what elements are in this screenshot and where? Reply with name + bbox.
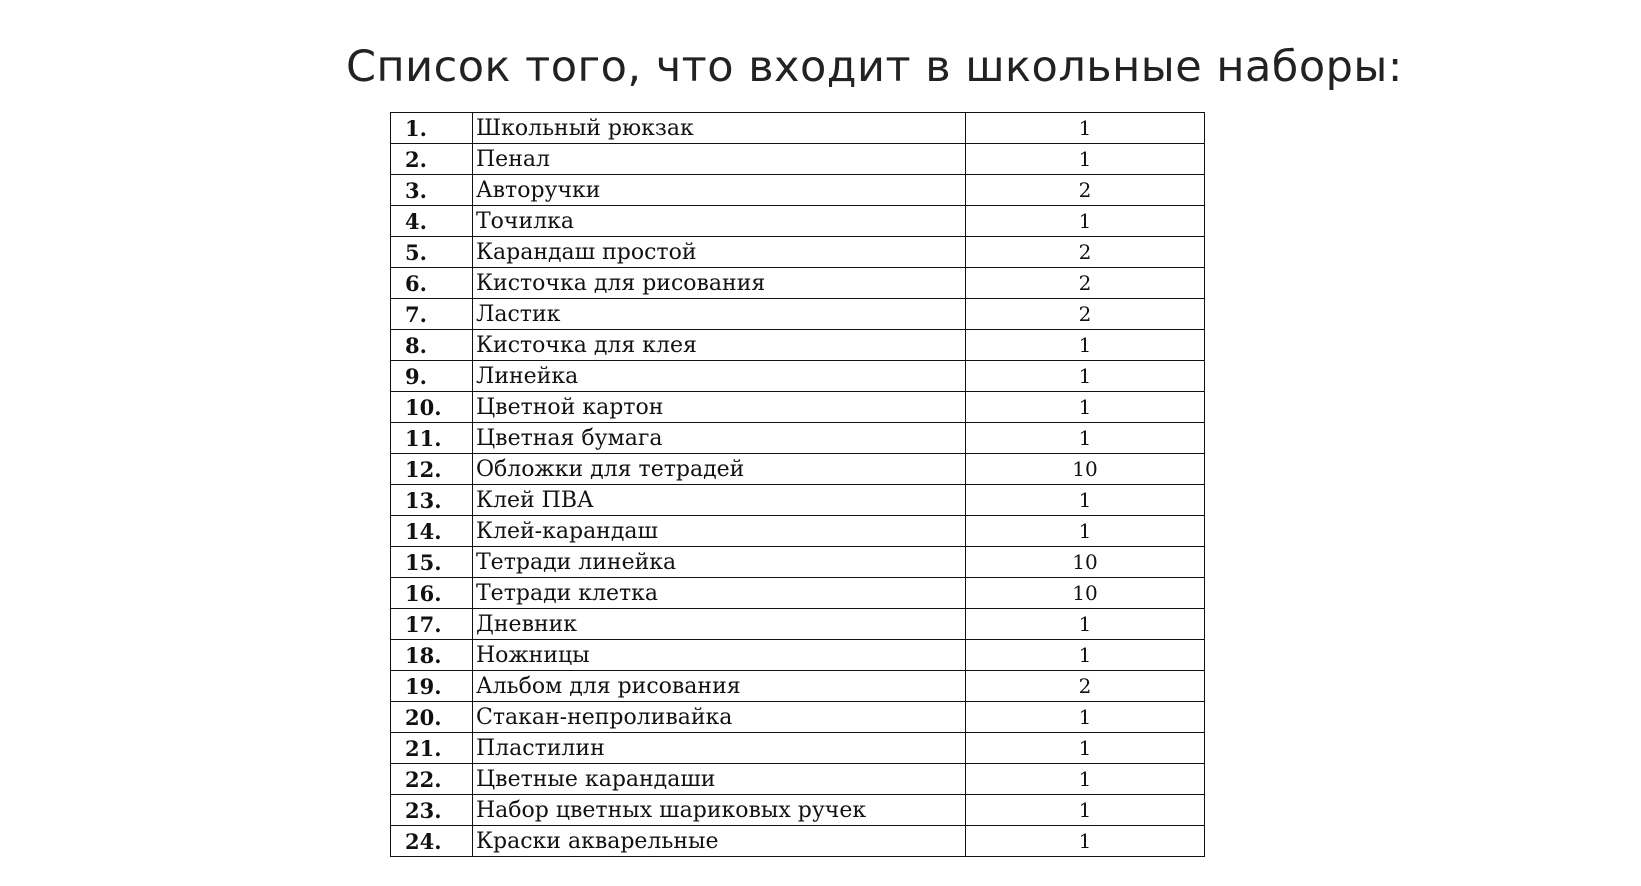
table-row: [391, 206, 1205, 237]
table-row: [391, 702, 1205, 733]
table-row: [391, 733, 1205, 764]
table-row: [391, 516, 1205, 547]
item-name: Обложки для тетрадей: [473, 454, 966, 485]
item-name: Кисточка для клея: [473, 330, 966, 361]
item-quantity: 1: [966, 764, 1205, 795]
table-row: [391, 671, 1205, 702]
row-number: 16.: [391, 578, 473, 609]
item-name: Клей-карандаш: [473, 516, 966, 547]
table-row: [391, 795, 1205, 826]
item-quantity: 1: [966, 392, 1205, 423]
row-number: 5.: [391, 237, 473, 268]
item-name: Пластилин: [473, 733, 966, 764]
item-name: Ластик: [473, 299, 966, 330]
row-number: 6.: [391, 268, 473, 299]
item-quantity: 2: [966, 175, 1205, 206]
item-name: Кисточка для рисования: [473, 268, 966, 299]
table-row: [391, 237, 1205, 268]
item-quantity: 1: [966, 609, 1205, 640]
item-quantity: 1: [966, 206, 1205, 237]
item-name: Авторучки: [473, 175, 966, 206]
supplies-table: [390, 112, 1205, 857]
row-number: 12.: [391, 454, 473, 485]
item-quantity: 1: [966, 733, 1205, 764]
item-quantity: 10: [966, 547, 1205, 578]
item-quantity: 1: [966, 330, 1205, 361]
row-number: 18.: [391, 640, 473, 671]
row-number: 19.: [391, 671, 473, 702]
item-quantity: 2: [966, 299, 1205, 330]
item-quantity: 10: [966, 578, 1205, 609]
item-name: Ножницы: [473, 640, 966, 671]
item-name: Тетради линейка: [473, 547, 966, 578]
table-row: [391, 826, 1205, 857]
item-quantity: 1: [966, 144, 1205, 175]
row-number: 17.: [391, 609, 473, 640]
table-row: [391, 361, 1205, 392]
item-quantity: 1: [966, 640, 1205, 671]
row-number: 10.: [391, 392, 473, 423]
item-quantity: 2: [966, 268, 1205, 299]
table-row: [391, 268, 1205, 299]
row-number: 23.: [391, 795, 473, 826]
row-number: 1.: [391, 113, 473, 144]
item-quantity: 1: [966, 795, 1205, 826]
item-quantity: 1: [966, 423, 1205, 454]
table-row: [391, 764, 1205, 795]
table-row: [391, 144, 1205, 175]
row-number: 13.: [391, 485, 473, 516]
item-name: Альбом для рисования: [473, 671, 966, 702]
item-name: Цветная бумага: [473, 423, 966, 454]
table-row: [391, 485, 1205, 516]
supplies-table-body: [391, 113, 1205, 857]
row-number: 21.: [391, 733, 473, 764]
item-quantity: 1: [966, 516, 1205, 547]
item-quantity: 2: [966, 671, 1205, 702]
table-row: [391, 547, 1205, 578]
table-row: [391, 175, 1205, 206]
table-row: [391, 113, 1205, 144]
table-row: [391, 640, 1205, 671]
page-title: Список того, что входит в школьные наборы:: [346, 42, 1403, 92]
row-number: 8.: [391, 330, 473, 361]
item-quantity: 1: [966, 485, 1205, 516]
row-number: 24.: [391, 826, 473, 857]
item-name: Цветные карандаши: [473, 764, 966, 795]
table-row: [391, 392, 1205, 423]
row-number: 2.: [391, 144, 473, 175]
item-quantity: 1: [966, 361, 1205, 392]
item-quantity: 1: [966, 826, 1205, 857]
item-name: Тетради клетка: [473, 578, 966, 609]
table-row: [391, 609, 1205, 640]
item-quantity: 1: [966, 702, 1205, 733]
row-number: 3.: [391, 175, 473, 206]
item-name: Краски акварельные: [473, 826, 966, 857]
row-number: 20.: [391, 702, 473, 733]
item-name: Карандаш простой: [473, 237, 966, 268]
item-name: Точилка: [473, 206, 966, 237]
item-quantity: 1: [966, 113, 1205, 144]
item-name: Стакан-непроливайка: [473, 702, 966, 733]
row-number: 4.: [391, 206, 473, 237]
row-number: 7.: [391, 299, 473, 330]
row-number: 9.: [391, 361, 473, 392]
row-number: 15.: [391, 547, 473, 578]
item-name: Школьный рюкзак: [473, 113, 966, 144]
item-quantity: 10: [966, 454, 1205, 485]
table-row: [391, 299, 1205, 330]
item-name: Линейка: [473, 361, 966, 392]
table-row: [391, 578, 1205, 609]
item-quantity: 2: [966, 237, 1205, 268]
row-number: 11.: [391, 423, 473, 454]
item-name: Набор цветных шариковых ручек: [473, 795, 966, 826]
item-name: Дневник: [473, 609, 966, 640]
item-name: Клей ПВА: [473, 485, 966, 516]
table-row: [391, 454, 1205, 485]
item-name: Пенал: [473, 144, 966, 175]
item-name: Цветной картон: [473, 392, 966, 423]
row-number: 14.: [391, 516, 473, 547]
row-number: 22.: [391, 764, 473, 795]
table-row: [391, 423, 1205, 454]
table-row: [391, 330, 1205, 361]
